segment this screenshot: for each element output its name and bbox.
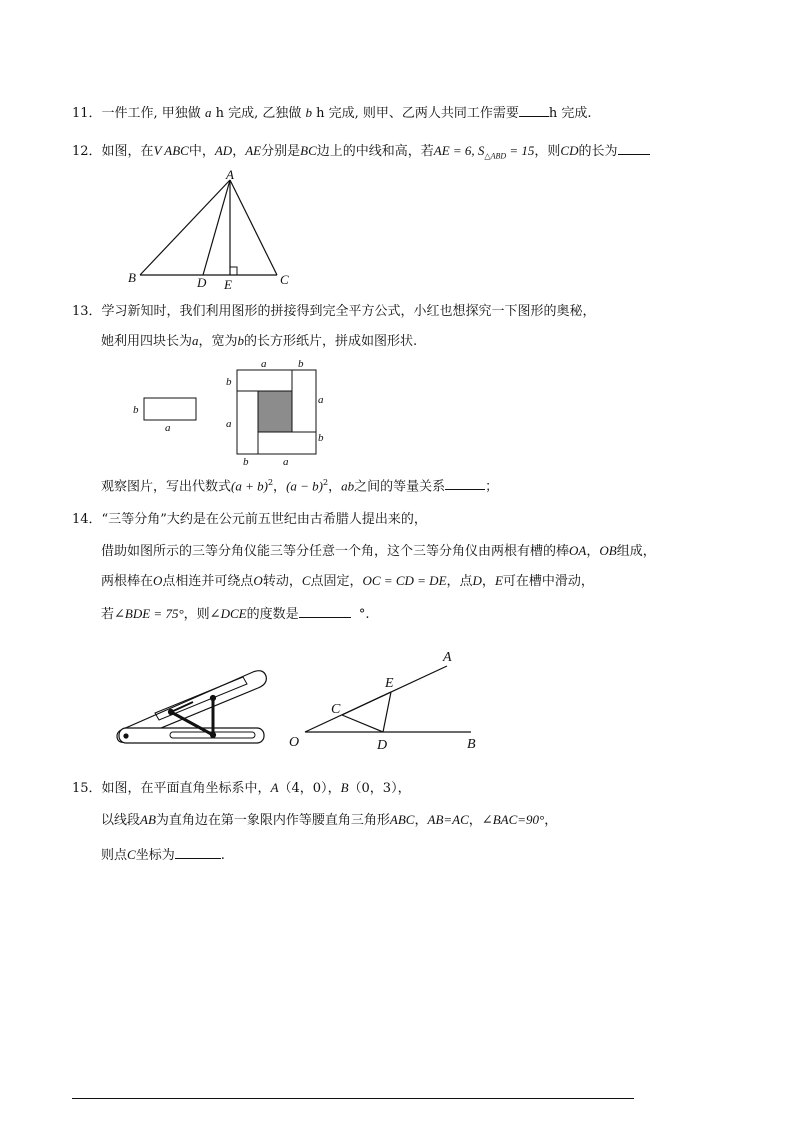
question-number: 15． xyxy=(72,781,102,796)
small-rectangle xyxy=(144,398,196,420)
question-12: 12．如图，在V ABC中，AD，AE分别是BC边上的中线和高，若AE = 6, $S_{\triangle ABD} = 15$，则CD的长为 xyxy=(72,142,650,165)
svg-text:a: a xyxy=(226,418,232,430)
svg-text:a: a xyxy=(283,456,289,468)
question-14-line-4: 若∠BDE = 75°，则∠DCE的度数是 °. xyxy=(101,606,370,622)
trisection-diagram xyxy=(285,645,495,755)
answer-blank[interactable] xyxy=(618,142,650,155)
question-11: 11．一件工作, 甲独做 a h 完成, 乙独做 b h 完成, 则甲、乙两人共同工作需要 h 完成. xyxy=(72,105,592,121)
trisector-instrument-figure xyxy=(115,660,270,750)
label-b: B xyxy=(128,270,136,285)
label-c: C xyxy=(280,272,289,287)
svg-text:a: a xyxy=(318,394,324,406)
footer-divider xyxy=(72,1098,634,1099)
triangle-figure xyxy=(120,168,300,293)
segment-ce xyxy=(342,692,391,715)
label-e: E xyxy=(224,277,232,292)
svg-text:b: b xyxy=(226,376,232,388)
answer-blank[interactable] xyxy=(175,846,221,859)
svg-text:b: b xyxy=(243,456,249,468)
question-14-line-1: 14．“三等分角”大约是在公元前五世纪由古希腊人提出来的， xyxy=(72,512,427,527)
question-13-line-3: 观察图片，写出代数式$(a + b)^2$，$(a - b)^2$，ab之间的等量关系 ； xyxy=(101,478,499,495)
question-14-line-3: 两根棒在O点相连并可绕点O转动，C点固定，OC = CD = DE，点D，E可在槽中滑动， xyxy=(101,573,594,589)
svg-text:a: a xyxy=(165,422,171,434)
label-a: A xyxy=(226,167,234,182)
answer-blank[interactable] xyxy=(299,605,351,618)
label-b: B xyxy=(467,737,476,752)
question-15-line-2: 以线段AB为直角边在第一象限内作等腰直角三角形ABC，AB=AC，∠BAC=90°， xyxy=(101,812,558,828)
question-13-line-1: 13．学习新知时，我们利用图形的拼接得到完全平方公式，小红也想探究一下图形的奥秘， xyxy=(72,304,596,319)
question-15-line-1: 15．如图，在平面直角坐标系中，A（4，0），B（0，3）， xyxy=(72,780,411,796)
label-c: C xyxy=(331,702,341,717)
question-number: 11． xyxy=(72,106,102,121)
label-d: D xyxy=(377,738,388,753)
label-o: O xyxy=(289,735,300,750)
svg-text:b: b xyxy=(133,404,139,416)
svg-text:a: a xyxy=(261,358,267,370)
answer-blank[interactable] xyxy=(519,104,549,117)
label-d: D xyxy=(197,275,207,290)
question-number: 14． xyxy=(72,512,102,527)
svg-text:b: b xyxy=(318,432,324,444)
rectangles-figure xyxy=(130,355,340,468)
segment-cd xyxy=(342,715,383,732)
question-13-line-2: 她利用四块长为a，宽为b的长方形纸片，拼成如图形状. xyxy=(101,333,418,349)
shaded-center-square xyxy=(258,391,292,432)
right-angle-mark xyxy=(230,267,237,275)
question-15-line-3: 则点C坐标为 . xyxy=(101,847,225,863)
label-a: A xyxy=(443,650,452,665)
question-number: 12． xyxy=(72,144,102,159)
question-number: 13． xyxy=(72,304,102,319)
segment-ac xyxy=(230,180,277,275)
segment-de xyxy=(383,692,391,732)
answer-blank[interactable] xyxy=(445,477,485,490)
label-e: E xyxy=(385,676,394,691)
svg-text:b: b xyxy=(298,358,304,370)
question-14-line-2: 借助如图所示的三等分角仪能三等分任意一个角，这个三等分角仪由两根有槽的棒OA，OB组成， xyxy=(101,543,656,559)
